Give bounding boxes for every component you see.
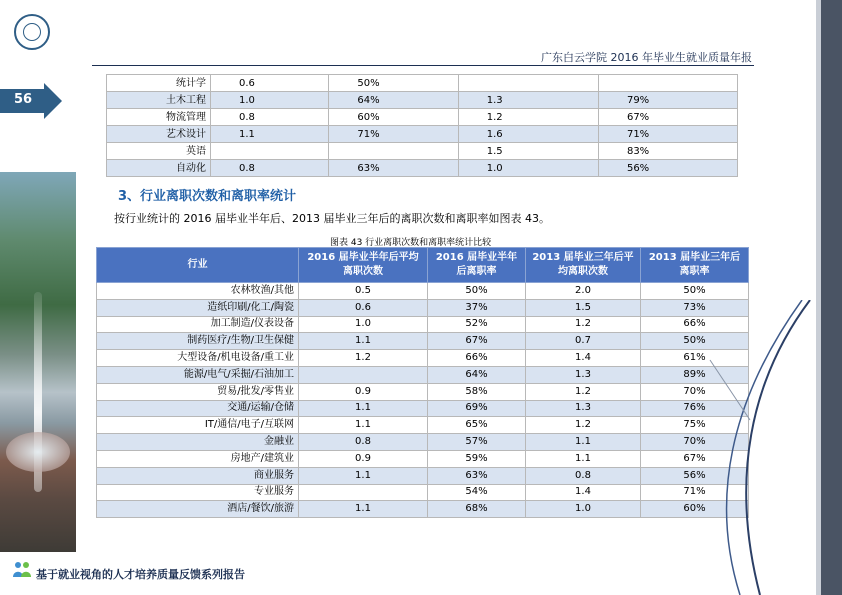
- table-row: [97, 299, 749, 316]
- table-cell: 79%: [598, 92, 737, 109]
- industry-turnover-table: [96, 247, 749, 518]
- table-cell: 83%: [598, 143, 737, 160]
- table-cell: 70%: [641, 383, 749, 400]
- table-cell: 58%: [428, 383, 526, 400]
- row-label: 农林牧渔/其他: [97, 283, 299, 300]
- report-title: 广东白云学院 2016 年毕业生就业质量年报: [541, 51, 752, 64]
- row-label: 商业服务: [97, 467, 299, 484]
- continued-major-table: [106, 74, 738, 177]
- table-cell: 64%: [329, 92, 458, 109]
- table-row: [97, 283, 749, 300]
- table-cell: 66%: [641, 316, 749, 333]
- row-label: 制药医疗/生物/卫生保健: [97, 333, 299, 350]
- table-caption: 图表 43 行业离职次数和离职率统计比较: [330, 238, 492, 248]
- section-intro: 按行业统计的 2016 届毕业半年后、2013 届毕业三年后的离职次数和离职率如图表 43。: [114, 212, 550, 225]
- page-number: 56: [14, 92, 33, 107]
- table-cell: [598, 75, 737, 92]
- row-label: 加工制造/仪表设备: [97, 316, 299, 333]
- table-cell: 69%: [428, 400, 526, 417]
- table-cell: 0.5: [299, 283, 428, 300]
- table-cell: 67%: [428, 333, 526, 350]
- table-cell: 1.1: [210, 126, 328, 143]
- table-row: [107, 126, 738, 143]
- table-cell: 50%: [641, 333, 749, 350]
- table-cell: [299, 366, 428, 383]
- table-cell: 63%: [329, 160, 458, 177]
- column-header: 2013 届毕业三年后离职率: [641, 248, 749, 283]
- table-cell: 1.1: [526, 450, 641, 467]
- row-label: 能源/电气/采掘/石油加工: [97, 366, 299, 383]
- table-row: [97, 417, 749, 434]
- table-cell: 50%: [329, 75, 458, 92]
- table-cell: 1.4: [526, 484, 641, 501]
- table-cell: 1.3: [526, 366, 641, 383]
- table-row: [97, 316, 749, 333]
- table-cell: [299, 484, 428, 501]
- row-label: 专业服务: [97, 484, 299, 501]
- table-cell: 1.4: [526, 350, 641, 367]
- table-row: [107, 143, 738, 160]
- table-row: [97, 366, 749, 383]
- table-cell: 0.8: [526, 467, 641, 484]
- table-cell: 71%: [329, 126, 458, 143]
- table-cell: 0.6: [299, 299, 428, 316]
- column-header: 2016 届毕业半年后平均离职次数: [299, 248, 428, 283]
- table-row: [107, 75, 738, 92]
- table-cell: 1.3: [458, 92, 598, 109]
- table-cell: 37%: [428, 299, 526, 316]
- row-label: 土木工程: [107, 92, 211, 109]
- table-cell: 1.2: [526, 316, 641, 333]
- table-cell: 1.1: [299, 417, 428, 434]
- row-label: 英语: [107, 143, 211, 160]
- table-cell: 71%: [598, 126, 737, 143]
- table-cell: 71%: [641, 484, 749, 501]
- table-cell: 60%: [329, 109, 458, 126]
- table-cell: 1.0: [210, 92, 328, 109]
- university-seal-icon: [14, 14, 50, 50]
- table-cell: 1.0: [299, 316, 428, 333]
- table-row: [97, 350, 749, 367]
- row-label: 交通/运输/仓储: [97, 400, 299, 417]
- table-cell: 66%: [428, 350, 526, 367]
- table-cell: 1.0: [526, 501, 641, 518]
- table-row: [107, 92, 738, 109]
- table-cell: 52%: [428, 316, 526, 333]
- footer-series-title: 基于就业视角的人才培养质量反馈系列报告: [36, 568, 245, 581]
- row-label: 酒店/餐饮/旅游: [97, 501, 299, 518]
- table-cell: [458, 75, 598, 92]
- table-cell: [329, 143, 458, 160]
- table-cell: 68%: [428, 501, 526, 518]
- table-cell: 73%: [641, 299, 749, 316]
- table-cell: 65%: [428, 417, 526, 434]
- table-row: [97, 450, 749, 467]
- table-cell: 54%: [428, 484, 526, 501]
- table-cell: 0.9: [299, 383, 428, 400]
- table-row: [97, 383, 749, 400]
- table-cell: 1.1: [299, 333, 428, 350]
- table-row: [97, 333, 749, 350]
- table-cell: 1.1: [526, 434, 641, 451]
- row-label: 贸易/批发/零售业: [97, 383, 299, 400]
- table-cell: 1.1: [299, 400, 428, 417]
- decorative-curves: [690, 300, 820, 595]
- table-cell: 0.7: [526, 333, 641, 350]
- table-cell: 0.8: [210, 109, 328, 126]
- row-label: 艺术设计: [107, 126, 211, 143]
- table-cell: 1.2: [526, 417, 641, 434]
- table-cell: 56%: [598, 160, 737, 177]
- table-cell: 1.1: [299, 501, 428, 518]
- table-cell: 1.2: [526, 383, 641, 400]
- table-cell: 67%: [598, 109, 737, 126]
- table-row: [97, 501, 749, 518]
- table-cell: 50%: [641, 283, 749, 300]
- people-icon: [12, 560, 32, 578]
- section-title: 3、行业离职次数和离职率统计: [118, 189, 297, 204]
- table-cell: 2.0: [526, 283, 641, 300]
- table-cell: 0.9: [299, 450, 428, 467]
- table-cell: 67%: [641, 450, 749, 467]
- table-cell: 50%: [428, 283, 526, 300]
- table-cell: 1.5: [458, 143, 598, 160]
- table-cell: 1.1: [299, 467, 428, 484]
- row-label: IT/通信/电子/互联网: [97, 417, 299, 434]
- table-cell: 89%: [641, 366, 749, 383]
- table-row: [97, 484, 749, 501]
- column-header: 2016 届毕业半年后离职率: [428, 248, 526, 283]
- row-label: 物流管理: [107, 109, 211, 126]
- table-cell: 0.6: [210, 75, 328, 92]
- table-cell: 75%: [641, 417, 749, 434]
- table-row: [107, 109, 738, 126]
- table-row: [107, 160, 738, 177]
- table-cell: 70%: [641, 434, 749, 451]
- table-cell: 1.6: [458, 126, 598, 143]
- table-cell: 64%: [428, 366, 526, 383]
- table-row: [97, 467, 749, 484]
- header-divider: [92, 65, 754, 66]
- table-cell: 57%: [428, 434, 526, 451]
- row-label: 房地产/建筑业: [97, 450, 299, 467]
- table-cell: 76%: [641, 400, 749, 417]
- table-cell: 0.8: [210, 160, 328, 177]
- table-cell: 1.5: [526, 299, 641, 316]
- row-label: 金融业: [97, 434, 299, 451]
- column-header: 2013 届毕业三年后平均离职次数: [526, 248, 641, 283]
- table-cell: 60%: [641, 501, 749, 518]
- table-cell: 0.8: [299, 434, 428, 451]
- row-label: 自动化: [107, 160, 211, 177]
- table-cell: 1.2: [299, 350, 428, 367]
- column-header: 行业: [97, 248, 299, 283]
- table-cell: 1.2: [458, 109, 598, 126]
- row-label: 大型设备/机电设备/重工业: [97, 350, 299, 367]
- campus-fountain-photo: [0, 172, 76, 552]
- row-label: 造纸印刷/化工/陶瓷: [97, 299, 299, 316]
- table-cell: 63%: [428, 467, 526, 484]
- table-row: [97, 434, 749, 451]
- table-cell: 1.0: [458, 160, 598, 177]
- table-row: [97, 400, 749, 417]
- table-cell: [210, 143, 328, 160]
- table-cell: 59%: [428, 450, 526, 467]
- table-cell: 56%: [641, 467, 749, 484]
- right-edge-band: [821, 0, 842, 595]
- table-cell: 61%: [641, 350, 749, 367]
- row-label: 统计学: [107, 75, 211, 92]
- table-cell: 1.3: [526, 400, 641, 417]
